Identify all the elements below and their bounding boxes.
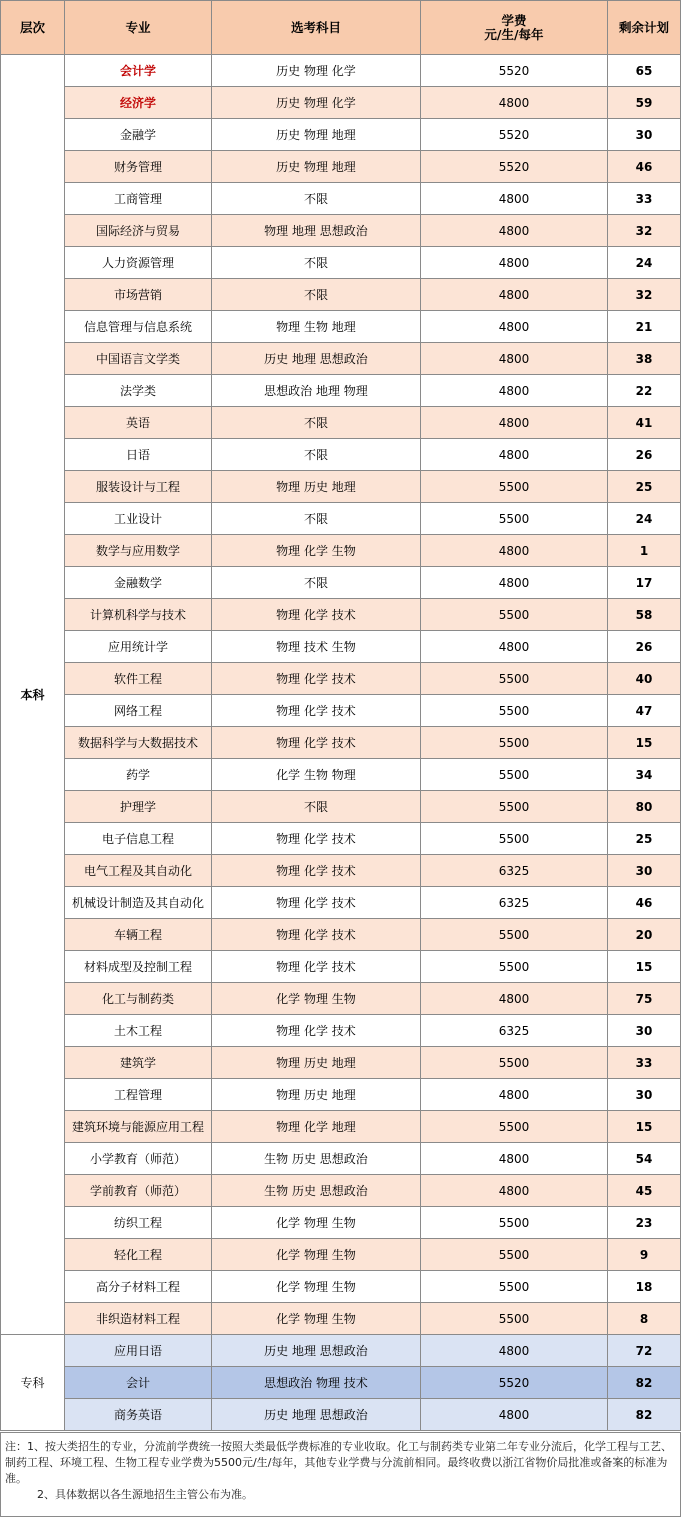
plan-cell: 23 xyxy=(608,1207,681,1239)
table-row xyxy=(1,55,681,87)
table-row xyxy=(1,119,681,151)
plan-cell: 82 xyxy=(608,1399,681,1431)
fee-cell: 4800 xyxy=(421,247,608,279)
table-row xyxy=(1,247,681,279)
major-cell: 人力资源管理 xyxy=(65,247,212,279)
table-row xyxy=(1,1399,681,1431)
plan-cell: 30 xyxy=(608,855,681,887)
fee-cell: 4800 xyxy=(421,183,608,215)
table-row xyxy=(1,471,681,503)
major-cell: 应用统计学 xyxy=(65,631,212,663)
plan-cell: 30 xyxy=(608,119,681,151)
fee-cell: 5500 xyxy=(421,1047,608,1079)
table-row xyxy=(1,1047,681,1079)
major-cell: 日语 xyxy=(65,439,212,471)
subjects-cell: 不限 xyxy=(212,183,421,215)
table-row xyxy=(1,503,681,535)
footnote-line-2: 2、具体数据以各生源地招生主管公布为准。 xyxy=(37,1488,253,1501)
table-row xyxy=(1,887,681,919)
table-row xyxy=(1,183,681,215)
fee-cell: 4800 xyxy=(421,1079,608,1111)
fee-cell: 4800 xyxy=(421,535,608,567)
major-cell: 市场营销 xyxy=(65,279,212,311)
table-row xyxy=(1,759,681,791)
subjects-cell: 生物 历史 思想政治 xyxy=(212,1175,421,1207)
major-cell: 数学与应用数学 xyxy=(65,535,212,567)
table-row xyxy=(1,535,681,567)
fee-cell: 6325 xyxy=(421,855,608,887)
plan-cell: 34 xyxy=(608,759,681,791)
fee-cell: 5500 xyxy=(421,727,608,759)
table-row xyxy=(1,1303,681,1335)
plan-cell: 21 xyxy=(608,311,681,343)
table-row xyxy=(1,407,681,439)
plan-cell: 46 xyxy=(608,887,681,919)
plan-cell: 38 xyxy=(608,343,681,375)
major-cell: 经济学 xyxy=(65,87,212,119)
major-cell: 材料成型及控制工程 xyxy=(65,951,212,983)
fee-cell: 5500 xyxy=(421,1207,608,1239)
plan-cell: 26 xyxy=(608,439,681,471)
fee-cell: 6325 xyxy=(421,887,608,919)
subjects-cell: 不限 xyxy=(212,247,421,279)
fee-cell: 4800 xyxy=(421,1175,608,1207)
fee-cell: 5520 xyxy=(421,1367,608,1399)
subjects-cell: 物理 化学 技术 xyxy=(212,663,421,695)
plan-cell: 30 xyxy=(608,1015,681,1047)
table-row xyxy=(1,343,681,375)
subjects-cell: 化学 物理 生物 xyxy=(212,1271,421,1303)
table-row xyxy=(1,951,681,983)
fee-cell: 4800 xyxy=(421,439,608,471)
plan-cell: 59 xyxy=(608,87,681,119)
plan-cell: 80 xyxy=(608,791,681,823)
major-cell: 国际经济与贸易 xyxy=(65,215,212,247)
fee-cell: 4800 xyxy=(421,311,608,343)
subjects-cell: 不限 xyxy=(212,279,421,311)
plan-cell: 20 xyxy=(608,919,681,951)
table-row xyxy=(1,1143,681,1175)
table-row xyxy=(1,1367,681,1399)
fee-cell: 5500 xyxy=(421,471,608,503)
table-row xyxy=(1,151,681,183)
table-row xyxy=(1,215,681,247)
subjects-cell: 物理 化学 技术 xyxy=(212,823,421,855)
fee-cell: 5500 xyxy=(421,1271,608,1303)
subjects-cell: 思想政治 物理 技术 xyxy=(212,1367,421,1399)
table-row xyxy=(1,727,681,759)
fee-cell: 4800 xyxy=(421,87,608,119)
table-row xyxy=(1,1271,681,1303)
plan-cell: 18 xyxy=(608,1271,681,1303)
table-row xyxy=(1,1079,681,1111)
header-major: 专业 xyxy=(65,1,212,55)
subjects-cell: 生物 历史 思想政治 xyxy=(212,1143,421,1175)
plan-cell: 26 xyxy=(608,631,681,663)
subjects-cell: 历史 物理 化学 xyxy=(212,87,421,119)
major-cell: 工程管理 xyxy=(65,1079,212,1111)
fee-cell: 4800 xyxy=(421,1335,608,1367)
fee-cell: 5500 xyxy=(421,823,608,855)
major-cell: 数据科学与大数据技术 xyxy=(65,727,212,759)
major-cell: 软件工程 xyxy=(65,663,212,695)
fee-cell: 5500 xyxy=(421,791,608,823)
plan-cell: 15 xyxy=(608,951,681,983)
header-plan: 剩余计划 xyxy=(608,1,681,55)
subjects-cell: 化学 物理 生物 xyxy=(212,1239,421,1271)
plan-cell: 54 xyxy=(608,1143,681,1175)
major-cell: 中国语言文学类 xyxy=(65,343,212,375)
level-benke: 本科 xyxy=(1,55,65,1335)
table-row xyxy=(1,1015,681,1047)
plan-cell: 32 xyxy=(608,279,681,311)
plan-cell: 15 xyxy=(608,1111,681,1143)
fee-cell: 5520 xyxy=(421,55,608,87)
table-row xyxy=(1,311,681,343)
fee-cell: 4800 xyxy=(421,343,608,375)
major-cell: 化工与制药类 xyxy=(65,983,212,1015)
table-row xyxy=(1,1239,681,1271)
table-row xyxy=(1,663,681,695)
major-cell: 网络工程 xyxy=(65,695,212,727)
plan-cell: 25 xyxy=(608,471,681,503)
fee-cell: 5500 xyxy=(421,599,608,631)
major-cell: 法学类 xyxy=(65,375,212,407)
major-cell: 非织造材料工程 xyxy=(65,1303,212,1335)
fee-cell: 5500 xyxy=(421,1111,608,1143)
subjects-cell: 物理 化学 技术 xyxy=(212,1015,421,1047)
subjects-cell: 物理 历史 地理 xyxy=(212,1047,421,1079)
subjects-cell: 物理 化学 生物 xyxy=(212,535,421,567)
header-fee-line1: 学费 xyxy=(501,12,527,28)
major-cell: 信息管理与信息系统 xyxy=(65,311,212,343)
major-cell: 服装设计与工程 xyxy=(65,471,212,503)
plan-cell: 1 xyxy=(608,535,681,567)
table-row xyxy=(1,375,681,407)
subjects-cell: 物理 化学 技术 xyxy=(212,695,421,727)
fee-cell: 4800 xyxy=(421,631,608,663)
major-cell: 财务管理 xyxy=(65,151,212,183)
fee-cell: 4800 xyxy=(421,375,608,407)
fee-cell: 5500 xyxy=(421,503,608,535)
subjects-cell: 化学 物理 生物 xyxy=(212,1207,421,1239)
table-row xyxy=(1,823,681,855)
plan-cell: 8 xyxy=(608,1303,681,1335)
plan-cell: 40 xyxy=(608,663,681,695)
table-row xyxy=(1,1175,681,1207)
header-subjects: 选考科目 xyxy=(212,1,421,55)
subjects-cell: 物理 化学 技术 xyxy=(212,855,421,887)
table-row xyxy=(1,631,681,663)
plan-cell: 22 xyxy=(608,375,681,407)
plan-cell: 45 xyxy=(608,1175,681,1207)
plan-cell: 46 xyxy=(608,151,681,183)
fee-cell: 4800 xyxy=(421,1143,608,1175)
header-fee xyxy=(421,1,608,55)
plan-cell: 75 xyxy=(608,983,681,1015)
major-cell: 计算机科学与技术 xyxy=(65,599,212,631)
fee-cell: 5500 xyxy=(421,663,608,695)
table-row xyxy=(1,87,681,119)
footnote xyxy=(0,1432,681,1517)
major-cell: 建筑学 xyxy=(65,1047,212,1079)
footnote-line-1: 注：1、按大类招生的专业，分流前学费统一按照大类最低学费标准的专业收取。化工与制药类专业第二年专业分流后，化学工程与工艺、制药工程、环境工程、生物工程专业学费为5500元/生/每年，其他专业学费与分流前相同。最终收费以浙江省物价局批准或备案的标准为准。 xyxy=(5,1440,672,1485)
plan-cell: 82 xyxy=(608,1367,681,1399)
major-cell: 轻化工程 xyxy=(65,1239,212,1271)
fee-cell: 4800 xyxy=(421,407,608,439)
table-row xyxy=(1,695,681,727)
plan-cell: 15 xyxy=(608,727,681,759)
table-row xyxy=(1,1207,681,1239)
fee-cell: 6325 xyxy=(421,1015,608,1047)
level-zhuanke: 专科 xyxy=(1,1335,65,1431)
fee-cell: 4800 xyxy=(421,567,608,599)
header-fee-line2: 元/生/每年 xyxy=(484,26,544,42)
subjects-cell: 化学 生物 物理 xyxy=(212,759,421,791)
table-row xyxy=(1,919,681,951)
table-row xyxy=(1,279,681,311)
fee-cell: 5500 xyxy=(421,1239,608,1271)
fee-cell: 4800 xyxy=(421,215,608,247)
subjects-cell: 思想政治 地理 物理 xyxy=(212,375,421,407)
table-row xyxy=(1,567,681,599)
subjects-cell: 不限 xyxy=(212,503,421,535)
plan-cell: 25 xyxy=(608,823,681,855)
subjects-cell: 物理 化学 技术 xyxy=(212,599,421,631)
plan-cell: 24 xyxy=(608,247,681,279)
fee-cell: 5500 xyxy=(421,1303,608,1335)
subjects-cell: 历史 地理 思想政治 xyxy=(212,1335,421,1367)
subjects-cell: 化学 物理 生物 xyxy=(212,1303,421,1335)
table-row xyxy=(1,439,681,471)
major-cell: 工业设计 xyxy=(65,503,212,535)
major-cell: 土木工程 xyxy=(65,1015,212,1047)
fee-cell: 5500 xyxy=(421,759,608,791)
major-cell: 电气工程及其自动化 xyxy=(65,855,212,887)
major-cell: 金融学 xyxy=(65,119,212,151)
subjects-cell: 不限 xyxy=(212,439,421,471)
subjects-cell: 历史 地理 思想政治 xyxy=(212,343,421,375)
major-cell: 建筑环境与能源应用工程 xyxy=(65,1111,212,1143)
subjects-cell: 不限 xyxy=(212,567,421,599)
major-cell: 会计学 xyxy=(65,55,212,87)
plan-cell: 41 xyxy=(608,407,681,439)
subjects-cell: 物理 化学 地理 xyxy=(212,1111,421,1143)
table-row xyxy=(1,791,681,823)
plan-cell: 30 xyxy=(608,1079,681,1111)
plan-cell: 65 xyxy=(608,55,681,87)
major-cell: 会计 xyxy=(65,1367,212,1399)
subjects-cell: 物理 化学 技术 xyxy=(212,887,421,919)
major-cell: 车辆工程 xyxy=(65,919,212,951)
subjects-cell: 历史 物理 地理 xyxy=(212,151,421,183)
fee-cell: 5520 xyxy=(421,151,608,183)
plan-cell: 9 xyxy=(608,1239,681,1271)
subjects-cell: 物理 技术 生物 xyxy=(212,631,421,663)
major-cell: 小学教育（师范） xyxy=(65,1143,212,1175)
major-cell: 药学 xyxy=(65,759,212,791)
subjects-cell: 物理 地理 思想政治 xyxy=(212,215,421,247)
fee-cell: 5500 xyxy=(421,919,608,951)
subjects-cell: 物理 历史 地理 xyxy=(212,1079,421,1111)
major-cell: 学前教育（师范） xyxy=(65,1175,212,1207)
fee-cell: 5500 xyxy=(421,695,608,727)
plan-cell: 24 xyxy=(608,503,681,535)
major-cell: 电子信息工程 xyxy=(65,823,212,855)
plan-cell: 32 xyxy=(608,215,681,247)
table-header-row xyxy=(1,1,681,55)
subjects-cell: 物理 化学 技术 xyxy=(212,951,421,983)
table-row xyxy=(1,983,681,1015)
major-cell: 应用日语 xyxy=(65,1335,212,1367)
fee-cell: 4800 xyxy=(421,279,608,311)
subjects-cell: 历史 物理 地理 xyxy=(212,119,421,151)
plan-cell: 72 xyxy=(608,1335,681,1367)
plan-cell: 47 xyxy=(608,695,681,727)
subjects-cell: 化学 物理 生物 xyxy=(212,983,421,1015)
subjects-cell: 不限 xyxy=(212,407,421,439)
major-cell: 英语 xyxy=(65,407,212,439)
subjects-cell: 历史 地理 思想政治 xyxy=(212,1399,421,1431)
major-cell: 商务英语 xyxy=(65,1399,212,1431)
major-cell: 护理学 xyxy=(65,791,212,823)
fee-cell: 5520 xyxy=(421,119,608,151)
subjects-cell: 物理 化学 技术 xyxy=(212,919,421,951)
subjects-cell: 物理 生物 地理 xyxy=(212,311,421,343)
plan-cell: 58 xyxy=(608,599,681,631)
major-cell: 高分子材料工程 xyxy=(65,1271,212,1303)
table-row xyxy=(1,855,681,887)
subjects-cell: 物理 历史 地理 xyxy=(212,471,421,503)
table-row xyxy=(1,1335,681,1367)
plan-cell: 33 xyxy=(608,183,681,215)
fee-cell: 4800 xyxy=(421,983,608,1015)
header-level: 层次 xyxy=(1,1,65,55)
fee-cell: 5500 xyxy=(421,951,608,983)
major-cell: 工商管理 xyxy=(65,183,212,215)
subjects-cell: 不限 xyxy=(212,791,421,823)
fee-cell: 4800 xyxy=(421,1399,608,1431)
subjects-cell: 历史 物理 化学 xyxy=(212,55,421,87)
plan-cell: 17 xyxy=(608,567,681,599)
major-cell: 机械设计制造及其自动化 xyxy=(65,887,212,919)
plan-cell: 33 xyxy=(608,1047,681,1079)
table-row xyxy=(1,599,681,631)
subjects-cell: 物理 化学 技术 xyxy=(212,727,421,759)
table-row xyxy=(1,1111,681,1143)
major-cell: 纺织工程 xyxy=(65,1207,212,1239)
major-cell: 金融数学 xyxy=(65,567,212,599)
